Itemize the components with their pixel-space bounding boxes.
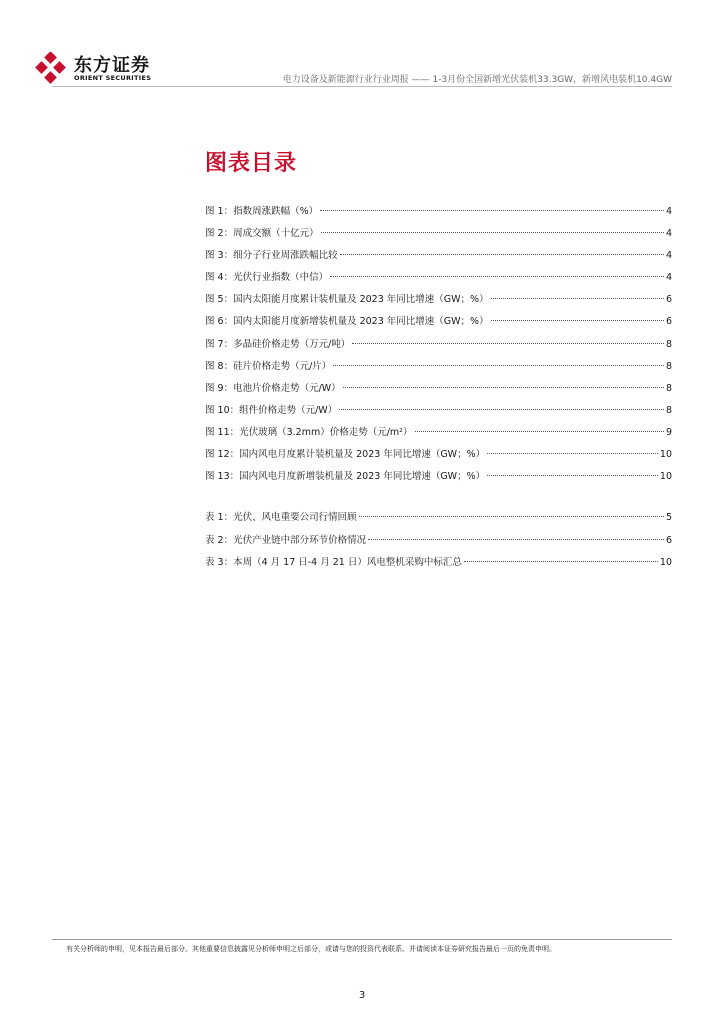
toc-entry-label: 表 2：光伏产业链中部分环节价格情况: [205, 534, 367, 546]
toc-entry-page: 4: [665, 250, 672, 262]
toc-entry-page: 4: [665, 206, 672, 217]
toc-leader-dots: [359, 516, 664, 517]
toc-leader-dots: [339, 409, 664, 410]
toc-entry-page: 8: [665, 382, 672, 394]
toc-entry-page: 5: [665, 512, 672, 523]
toc-entry-label: 图 6：国内太阳能月度新增装机量及 2023 年同比增速（GW；%）: [205, 316, 489, 328]
toc-entry-page: 10: [659, 557, 672, 569]
toc-entry-figure[interactable]: [205, 313, 672, 335]
toc-entry-label: 图 8：硅片价格走势（元/片）: [205, 360, 332, 372]
toc-leader-dots: [415, 431, 664, 432]
toc-entry-figure[interactable]: [205, 402, 672, 424]
toc-leader-dots: [343, 387, 664, 388]
toc-entry-figure[interactable]: [205, 203, 672, 225]
toc-entry-figure[interactable]: [205, 291, 672, 313]
header-divider: [52, 86, 672, 87]
toc-entry-page: 10: [659, 449, 672, 461]
toc-leader-dots: [352, 343, 664, 344]
toc-leader-dots: [487, 475, 658, 476]
toc-entry-label: 表 1：光伏、风电重要公司行情回顾: [205, 512, 357, 523]
table-list: [205, 509, 672, 577]
toc-entry-page: 4: [665, 228, 672, 240]
toc-leader-dots: [340, 254, 664, 255]
toc-entry-page: 6: [665, 534, 672, 546]
company-logo: [34, 48, 164, 88]
toc-entry-label: 图 7：多晶硅价格走势（万元/吨）: [205, 338, 351, 350]
toc-leader-dots: [368, 539, 664, 540]
toc-entry-page: 9: [665, 426, 672, 438]
orient-securities-logo-icon: [34, 52, 68, 84]
toc-leader-dots: [487, 453, 658, 454]
toc-entry-figure[interactable]: [205, 380, 672, 402]
report-title: 电力设备及新能源行业行业周报 —— 1-3月份全国新增光伏装机33.3GW，新增风电装机10.4GW: [282, 75, 672, 85]
page-number: 3: [358, 990, 366, 1001]
toc-leader-dots: [330, 276, 664, 277]
toc-entry-table[interactable]: [205, 509, 672, 532]
toc-entry-page: 4: [665, 272, 672, 284]
toc-entry-page: 8: [665, 338, 672, 350]
toc-entry-page: 8: [665, 360, 672, 372]
toc-entry-label: 图 3：细分子行业周涨跌幅比较: [205, 250, 338, 262]
toc-entry-figure[interactable]: [205, 468, 672, 490]
toc-leader-dots: [333, 365, 664, 366]
toc-entry-label: 图 13：国内风电月度新增装机量及 2023 年同比增速（GW；%）: [205, 471, 486, 483]
logo-name-en: ORIENT SECURITIES: [74, 74, 152, 82]
toc-entry-figure[interactable]: [205, 269, 672, 291]
toc-entry-label: 图 11：光伏玻璃（3.2mm）价格走势（元/m²）: [205, 426, 413, 438]
toc-leader-dots: [321, 232, 664, 233]
toc-entry-label: 图 2：周成交额（十亿元）: [205, 228, 319, 240]
toc-entry-label: 图 12：国内风电月度累计装机量及 2023 年同比增速（GW；%）: [205, 449, 486, 461]
toc-entry-figure[interactable]: [205, 225, 672, 247]
toc-leader-dots: [491, 298, 664, 299]
toc-entry-figure[interactable]: [205, 336, 672, 358]
toc-entry-table[interactable]: [205, 532, 672, 555]
toc-entry-page: 6: [665, 316, 672, 328]
toc-entry-label: 图 5：国内太阳能月度累计装机量及 2023 年同比增速（GW；%）: [205, 294, 489, 306]
toc-entry-label: 图 1：指数周涨跌幅（%）: [205, 206, 319, 217]
toc-entry-label: 表 3：本周（4 月 17 日-4 月 21 日）风电整机采购中标汇总: [205, 557, 462, 569]
toc-leader-dots: [320, 210, 664, 211]
figure-list: [205, 203, 672, 490]
footer-disclaimer: 有关分析师的申明，见本报告最后部分。其他重要信息披露见分析师申明之后部分，或请与您的投资代表联系。并请阅读本证券研究报告最后一页的免责申明。: [66, 945, 556, 953]
toc-leader-dots: [491, 320, 664, 321]
toc-entry-label: 图 4：光伏行业指数（中信）: [205, 272, 329, 284]
toc-entry-label: 图 10：组件价格走势（元/W）: [205, 404, 338, 416]
toc-entry-table[interactable]: [205, 554, 672, 577]
toc-entry-figure[interactable]: [205, 424, 672, 446]
logo-name-cn: 东方证券: [74, 55, 150, 76]
toc-title: 图表目录: [205, 151, 298, 176]
toc-entry-figure[interactable]: [205, 446, 672, 468]
toc-entry-figure[interactable]: [205, 358, 672, 380]
toc-leader-dots: [464, 561, 658, 562]
footer-divider: [52, 939, 672, 940]
toc-entry-page: 8: [665, 404, 672, 416]
toc-entry-figure[interactable]: [205, 247, 672, 269]
toc-entry-label: 图 9：电池片价格走势（元/W）: [205, 382, 341, 394]
toc-entry-page: 10: [659, 471, 672, 483]
toc-entry-page: 6: [665, 294, 672, 306]
